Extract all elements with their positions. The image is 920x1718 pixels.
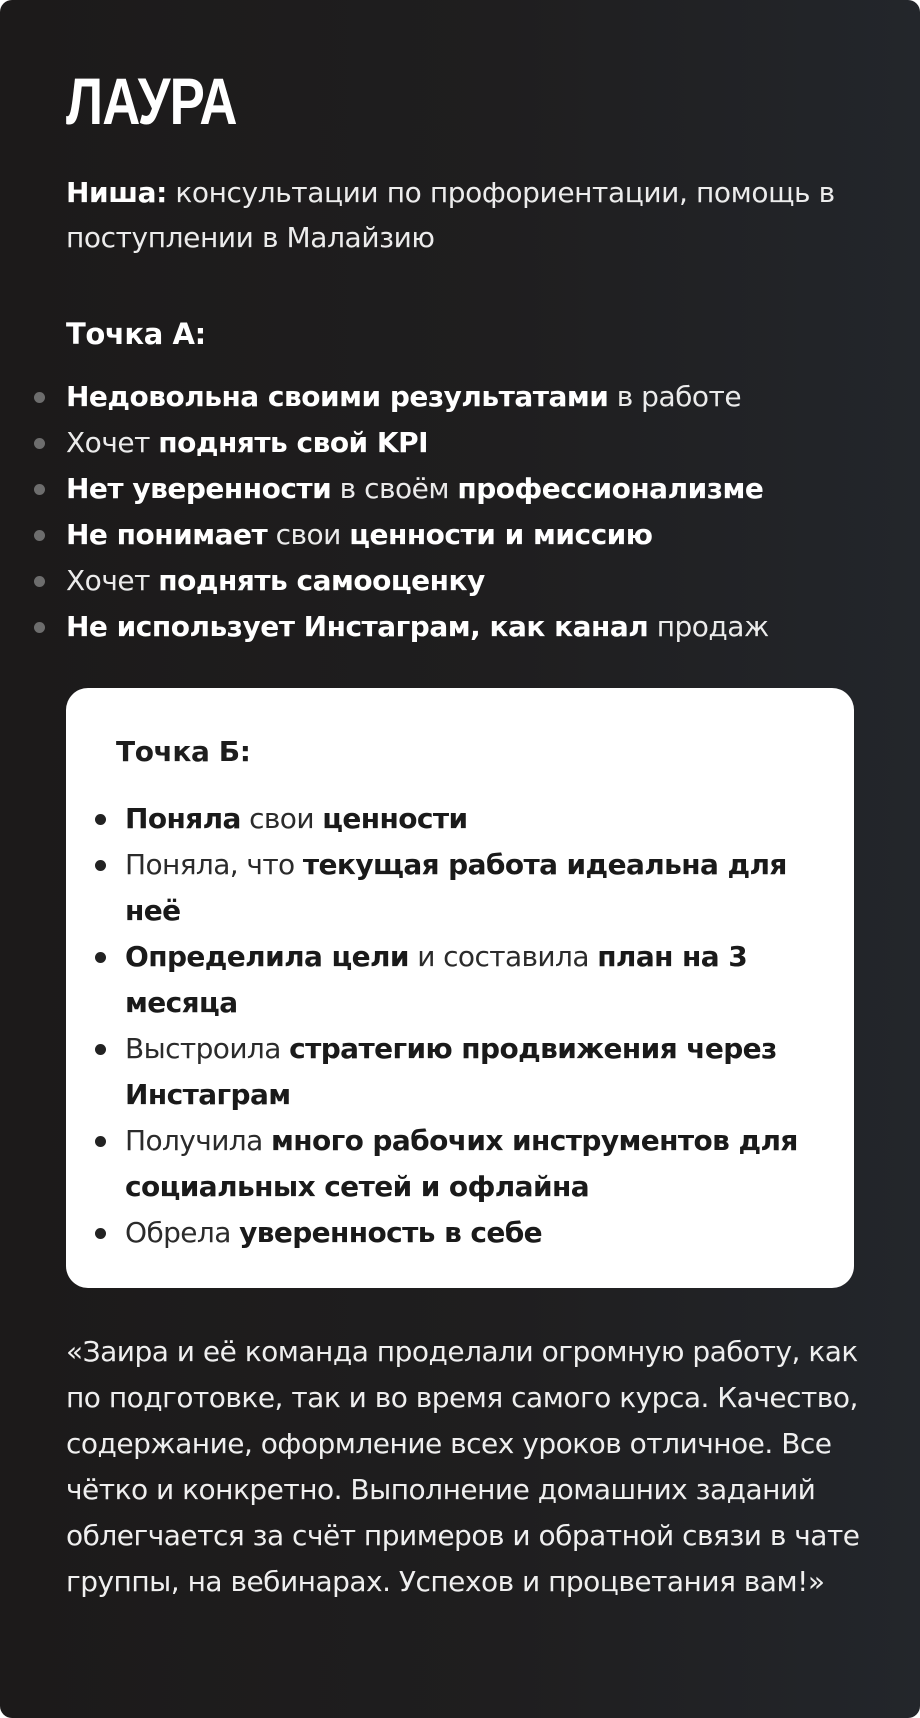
bullet-icon xyxy=(95,860,106,871)
point-b-heading: Точка Б: xyxy=(116,735,251,768)
bullet-icon xyxy=(95,1136,106,1147)
list-item: Не использует Инстаграм, как канал продаж xyxy=(66,604,886,650)
client-name: ЛАУРА xyxy=(66,64,237,138)
list-item: Хочет поднять свой KPI xyxy=(66,420,886,466)
list-item: Поняла свои ценности xyxy=(125,796,825,842)
point-b-card xyxy=(66,688,854,1288)
bullet-icon xyxy=(34,438,45,449)
list-item: Недовольна своими результатами в работе xyxy=(66,374,886,420)
list-item: Хочет поднять самооценку xyxy=(66,558,886,604)
bullet-icon xyxy=(34,530,45,541)
list-item: Поняла, что текущая работа идеальна для неё xyxy=(125,842,825,934)
point-a-list xyxy=(66,374,886,650)
list-item: Не понимает свои ценности и миссию xyxy=(66,512,886,558)
list-item: Получила много рабочих инструментов для социальных сетей и офлайна xyxy=(125,1118,825,1210)
point-b-list xyxy=(125,796,825,1256)
bullet-icon xyxy=(95,1044,106,1055)
bullet-icon xyxy=(95,1228,106,1239)
bullet-icon xyxy=(34,622,45,633)
niche-text: консультации по профориентации, помощь в поступлении в Малайзию xyxy=(66,176,835,254)
list-item: Нет уверенности в своём профессионализме xyxy=(66,466,886,512)
bullet-icon xyxy=(95,952,106,963)
niche-description xyxy=(66,170,866,260)
niche-label: Ниша: xyxy=(66,176,167,209)
bullet-icon xyxy=(34,484,45,495)
list-item: Обрела уверенность в себе xyxy=(125,1210,825,1256)
testimonial-quote: «Заира и её команда проделали огромную работу, как по подготовке, так и во время самого курса. Качество, содержание, оформление всех уроков отличное. Все чётко и конкретно. Выполнение домашних заданий облегчается за счёт примеров и обратной связи в чате группы, на вебинарах. Успехов и процветания вам!» xyxy=(66,1335,860,1598)
bullet-icon xyxy=(95,814,106,825)
list-item: Определила цели и составила план на 3 месяца xyxy=(125,934,825,1026)
point-a-heading: Точка А: xyxy=(66,317,206,351)
bullet-icon xyxy=(34,392,45,403)
list-item: Выстроила стратегию продвижения через Инстаграм xyxy=(125,1026,825,1118)
bullet-icon xyxy=(34,576,45,587)
